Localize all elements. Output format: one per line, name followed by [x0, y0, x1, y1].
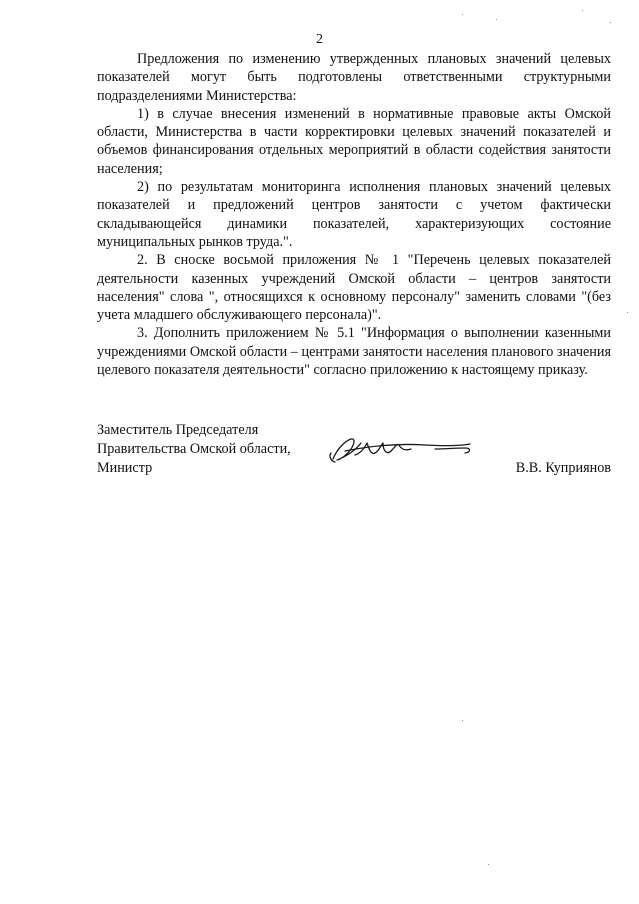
- scan-speck: [462, 14, 463, 15]
- scan-speck: [488, 864, 489, 865]
- scan-speck: [627, 312, 628, 313]
- signature-block: [97, 421, 611, 481]
- scan-speck: [496, 19, 497, 20]
- scan-speck: [610, 22, 611, 23]
- scan-speck: [462, 720, 463, 721]
- signatory-title-line: Правительства Омской области,: [97, 441, 291, 457]
- signatory-title-line: Министр: [97, 460, 153, 476]
- document-body: [97, 50, 611, 379]
- paragraph-point-2: 2. В сноске восьмой приложения № 1 "Перечень целевых показателей деятельности казенных учреждений Омской области – центров занятости населения" слова ", относящихся к основному персоналу" заменить словами "(без учета младшего обслуживающего персонала)".: [97, 252, 611, 324]
- signatory-title: [97, 421, 291, 478]
- signatory-name: В.В. Куприянов: [515, 460, 611, 476]
- signatory-title-line: Заместитель Председателя: [97, 422, 259, 438]
- paragraph-item-2: 2) по результатам мониторинга исполнения плановых значений целевых показателей и предложений центров занятости с учетом фактически складывающейся динамики показателей, характеризующих состояние муниципальных рынков труда.".: [97, 179, 611, 250]
- paragraph-item-1: 1) в случае внесения изменений в нормативные правовые акты Омской области, Министерства в части корректировки целевых значений показателей и объемов финансирования отдельных мероприятий в области содействия занятости населения;: [97, 105, 611, 177]
- paragraph-point-3: 3. Дополнить приложением № 5.1 "Информация о выполнении казенными учреждениями Омской области – центрами занятости населения планового значения целевого показателя деятельности" согласно приложению к настоящему приказу.: [97, 325, 611, 379]
- handwritten-signature-icon: [325, 429, 475, 469]
- paragraph-proposals: Предложения по изменению утвержденных плановых значений целевых показателей могут быть подготовлены ответственными структурными подразделениями Министерства:: [97, 51, 611, 104]
- page-number: 2: [316, 32, 323, 47]
- scan-speck: [582, 10, 583, 11]
